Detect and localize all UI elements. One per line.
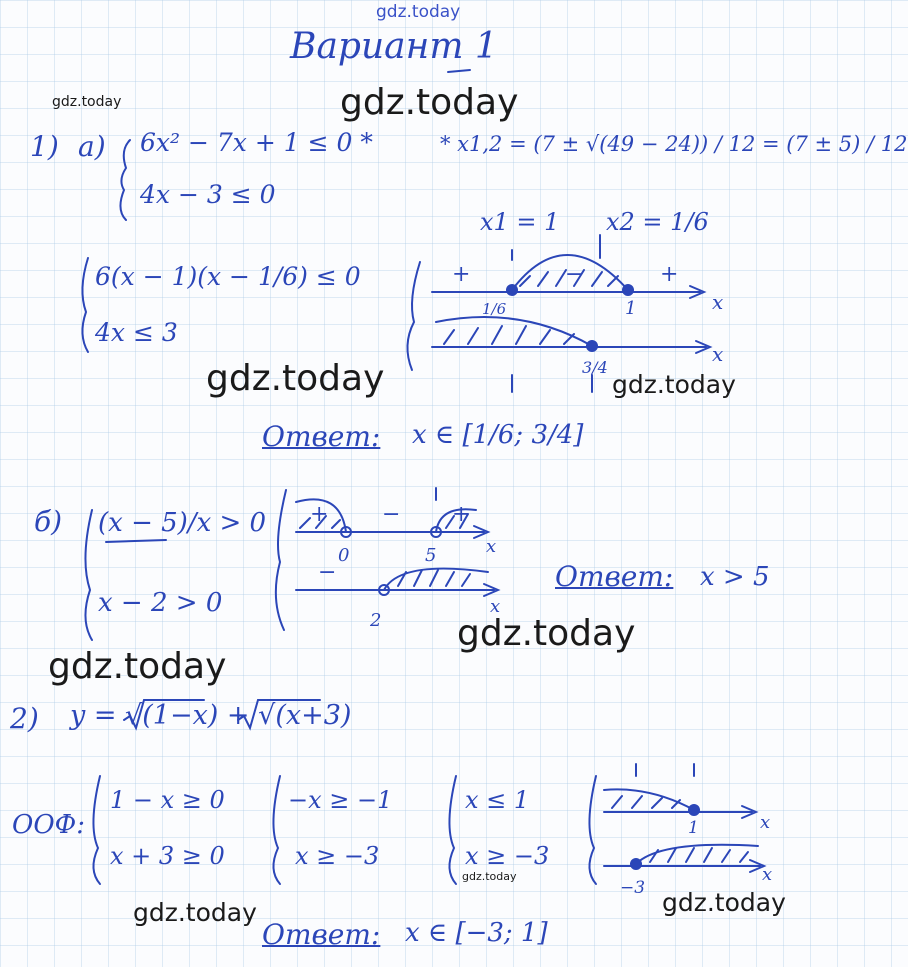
system-brace — [449, 776, 456, 884]
interval-sign: − — [318, 560, 337, 585]
system-brace — [407, 262, 420, 370]
hatching — [612, 796, 680, 808]
system-line: 4x − 3 ≤ 0 — [140, 180, 276, 209]
axis-label: 1/6 — [482, 300, 507, 318]
axis-label: −3 — [620, 878, 646, 898]
factored-line: 6(x − 1)(x − 1/6) ≤ 0 — [95, 262, 361, 291]
axis-label: 2 — [370, 610, 382, 631]
system-line: x − 2 > 0 — [98, 588, 223, 618]
watermark-tiny: gdz.today — [462, 870, 517, 883]
root-x2: x2 = 1/6 — [606, 208, 709, 236]
system-brace — [93, 776, 100, 884]
watermark-large: gdz.today — [206, 358, 385, 399]
answer-value: x ∈ [−3; 1] — [405, 918, 548, 948]
axis-label: 1 — [625, 298, 637, 319]
roots-formula: * x1,2 = (7 ± √(49 − 24)) / 12 = (7 ± 5) / 12 — [440, 132, 908, 156]
system-line: x ≥ −3 — [295, 842, 380, 870]
axis-label: x — [712, 290, 724, 314]
closed-point — [631, 859, 641, 869]
watermark-large: gdz.today — [340, 82, 519, 123]
system-line: (x − 5)/x > 0 — [98, 508, 267, 538]
closed-point — [689, 805, 699, 815]
sign-arc — [436, 317, 592, 346]
answer-value: x > 5 — [700, 562, 770, 592]
axis-label: x — [490, 596, 501, 617]
function: y = √(1−x) + √(x+3) — [70, 700, 352, 731]
system-brace — [85, 510, 92, 640]
system-line: x ≥ −3 — [465, 842, 550, 870]
axis-label: 3/4 — [582, 358, 608, 377]
sign-arc — [436, 509, 476, 532]
axis-label: x — [712, 342, 724, 366]
interval-sign: + — [660, 262, 679, 287]
watermark-large: gdz.today — [457, 613, 636, 654]
closed-point — [587, 341, 597, 351]
system-line: 1 − x ≥ 0 — [110, 786, 225, 814]
watermark-small: gdz.today — [52, 94, 122, 110]
axis-label: 1 — [688, 818, 699, 838]
watermark-medium: gdz.today — [662, 888, 786, 917]
axis-label: x — [486, 536, 497, 557]
fraction-bar — [106, 540, 166, 542]
sqrt-sign — [124, 700, 204, 728]
answer-label: Ответ: — [262, 420, 381, 453]
axis-label: 5 — [425, 545, 437, 566]
part-label: б) — [34, 505, 63, 538]
answer-value: x ∈ [1/6; 3/4] — [412, 420, 584, 450]
interval-sign: − — [565, 262, 584, 287]
answer-label: Ответ: — [262, 918, 381, 951]
system-brace — [589, 776, 596, 884]
domain-label: ООФ: — [12, 810, 85, 840]
hatching — [520, 270, 618, 286]
tick — [636, 764, 694, 776]
factored-line: 4x ≤ 3 — [95, 318, 178, 347]
system-line: x + 3 ≥ 0 — [110, 842, 225, 870]
part-label: а) — [78, 130, 106, 163]
system-line: 6x² − 7x + 1 ≤ 0 * — [140, 128, 373, 157]
interval-sign: + — [452, 262, 471, 287]
task-number: 1) — [30, 130, 59, 163]
closed-point — [623, 285, 633, 295]
axis-label: 0 — [338, 545, 350, 566]
page-title: Вариант 1 — [290, 26, 498, 67]
watermark-medium: gdz.today — [612, 370, 736, 399]
system-brace — [273, 776, 280, 884]
axis-label: x — [760, 812, 771, 833]
tick — [512, 375, 592, 392]
watermark-top: gdz.today — [376, 2, 461, 22]
axis-label: x — [762, 864, 773, 885]
interval-sign: + — [310, 502, 329, 527]
system-brace — [276, 490, 286, 630]
root-x1: x1 = 1 — [480, 208, 560, 236]
system-line: −x ≥ −1 — [288, 786, 393, 814]
system-brace — [120, 140, 130, 220]
watermark-large: gdz.today — [48, 646, 227, 687]
sign-arc — [296, 499, 346, 532]
interval-sign: + — [452, 502, 471, 527]
system-brace — [82, 258, 88, 352]
sqrt-sign — [238, 700, 320, 728]
interval-sign: − — [382, 502, 401, 527]
watermark-medium: gdz.today — [133, 898, 257, 927]
task-number: 2) — [10, 702, 39, 735]
title-underline — [448, 70, 470, 72]
answer-label: Ответ: — [555, 560, 674, 593]
closed-point — [507, 285, 517, 295]
system-line: x ≤ 1 — [465, 786, 530, 814]
